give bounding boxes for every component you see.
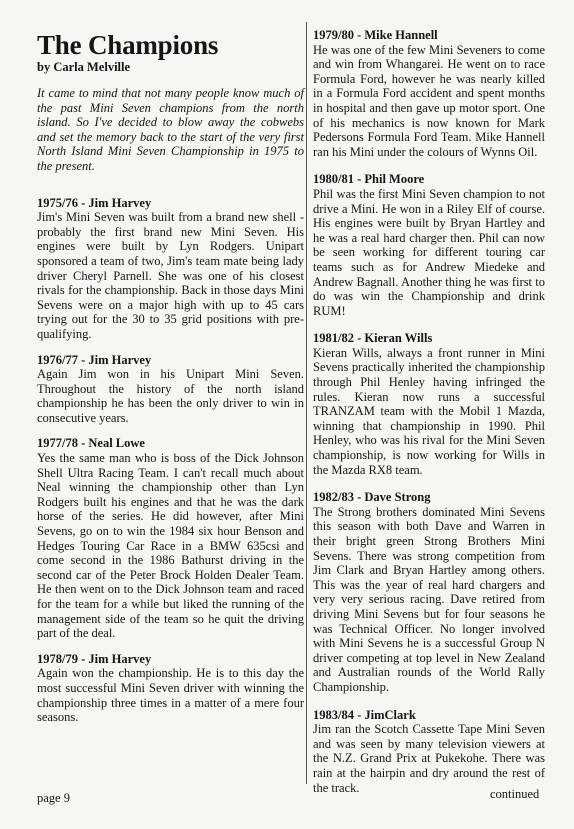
section-1978-79: [37, 652, 304, 725]
section-heading: 1975/76 - Jim Harvey: [37, 195, 152, 210]
author-byline: by Carla Melville: [37, 60, 131, 74]
section-1980-81: [313, 172, 545, 318]
section-body: He was one of the few Mini Seveners to come and win from Whangarei. He went on to race Formula Ford, however he was nearly killed in a Formula Ford accident and spent months in hospital and then gave up motor sport. One of his mechanics is now known for Mark Pedersons Formula Ford Team. Mike Hannell ran his Mini under the colours of Wynns Oil.: [313, 42, 545, 159]
section-1977-78: [37, 436, 304, 640]
section-body: Phil was the first Mini Seven champion to not drive a Mini. He won in a Riley Elf of course. His engines were built by Bryan Hartley and he was a real hard charger then. Phil can now be seen working for different touring car teams such as for Andrew Miedeke and Andrew Bagnall. Another thing he was first to do was win the Championship and drink RUM!: [313, 186, 545, 318]
section-heading: 1977/78 - Neal Lowe: [37, 436, 145, 451]
article-intro: It came to mind that not many people know much of the past Mini Seven champions from the north island. So I've decided to blow away the cobwebs and set the memory back to the start of the very first North Island Mini Seven Championship in 1975 to the present.: [37, 86, 304, 173]
section-1976-77: [37, 353, 304, 426]
section-1981-82: [313, 331, 545, 477]
left-column: [37, 28, 304, 736]
section-heading: 1978/79 - Jim Harvey: [37, 651, 152, 666]
section-body: Kieran Wills, always a front runner in Mini Sevens practically inherited the championship through Phil Henley having infringed the rules. Kieran now runs a successful TRANZAM team with the Mobil 1 Mazda, winning that championship in 1990. Phil Henley, who was his rival for the Mini Seven championship, is now working for Wills in the Mazda RX8 team.: [313, 345, 545, 477]
section-heading: 1982/83 - Dave Strong: [313, 490, 431, 505]
section-heading: 1976/77 - Jim Harvey: [37, 352, 152, 367]
column-divider: [306, 22, 307, 784]
article-title: The Champions: [37, 30, 219, 60]
section-body: The Strong brothers dominated Mini Sevens this season with both Dave and Warren in their bright green Strong Brothers Mini Sevens. There was strong competition from Jim Clark and Bryan Hartley among others. This was the year of real hard chargers and very very serious racing. Dave retired from driving Mini Sevens but for four seasons he was Technical Officer. No longer involved with Mini Sevens he is a successful Group N driver competing at top level in New Zealand and Australian rounds of the World Rally Championship.: [313, 504, 545, 694]
section-body: Again Jim won in his Unipart Mini Seven. Throughout the history of the north island championship he has been the only driver to win in consecutive years.: [37, 367, 304, 425]
section-1983-84: [313, 708, 545, 796]
section-heading: 1983/84 - JimClark: [313, 707, 416, 722]
page-number: page 9: [37, 791, 70, 805]
right-column: [313, 28, 545, 808]
section-body: Yes the same man who is boss of the Dick Johnson Shell Ultra Racing Team. I can't recall much about Neal winning the championship other than Lyn Rodgers built his engines and that he was the dark horse of the series. He did however, after Mini Sevens, go on to win the 1984 six hour Benson and Hedges Touring Car Race in a BMW 635csi and come second in the 1986 Bathurst driving in the second car of the Peter Brock Holden Dealer Team. He then went on to the Dick Johnson team and raced for the team for a while but liked the running of the management side of the team so he quit the driving part of the deal.: [37, 451, 304, 641]
section-heading: 1979/80 - Mike Hannell: [313, 28, 438, 42]
section-1979-80: [313, 28, 545, 159]
section-heading: 1981/82 - Kieran Wills: [313, 331, 433, 346]
section-1975-76: [37, 196, 304, 342]
section-body: Again won the championship. He is to this day the most successful Mini Seven driver with winning the championship three times in a matter of a mere four seasons.: [37, 666, 304, 725]
section-body: Jim's Mini Seven was built from a brand new shell - probably the first brand new Mini Seven. His engines were built by Lyn Rodgers. Unipart sponsored a team of two, Jim's team mate being lady driver Cheryl Parnell. She was one of his closest rivals for the championship. Back in those days Mini Sevens were on a major high with up to 45 cars trying out for the 30 to 35 grid positions with pre-qualifying.: [37, 210, 304, 341]
section-heading: 1980/81 - Phil Moore: [313, 172, 425, 187]
section-1982-83: [313, 490, 545, 694]
continued-label: continued: [490, 787, 540, 801]
section-body: Jim ran the Scotch Cassette Tape Mini Seven and was seen by many television viewers at the N.Z. Grand Prix at Pukekohe. There was rain at the hairpin and dry around the rest of the track.: [313, 722, 545, 795]
